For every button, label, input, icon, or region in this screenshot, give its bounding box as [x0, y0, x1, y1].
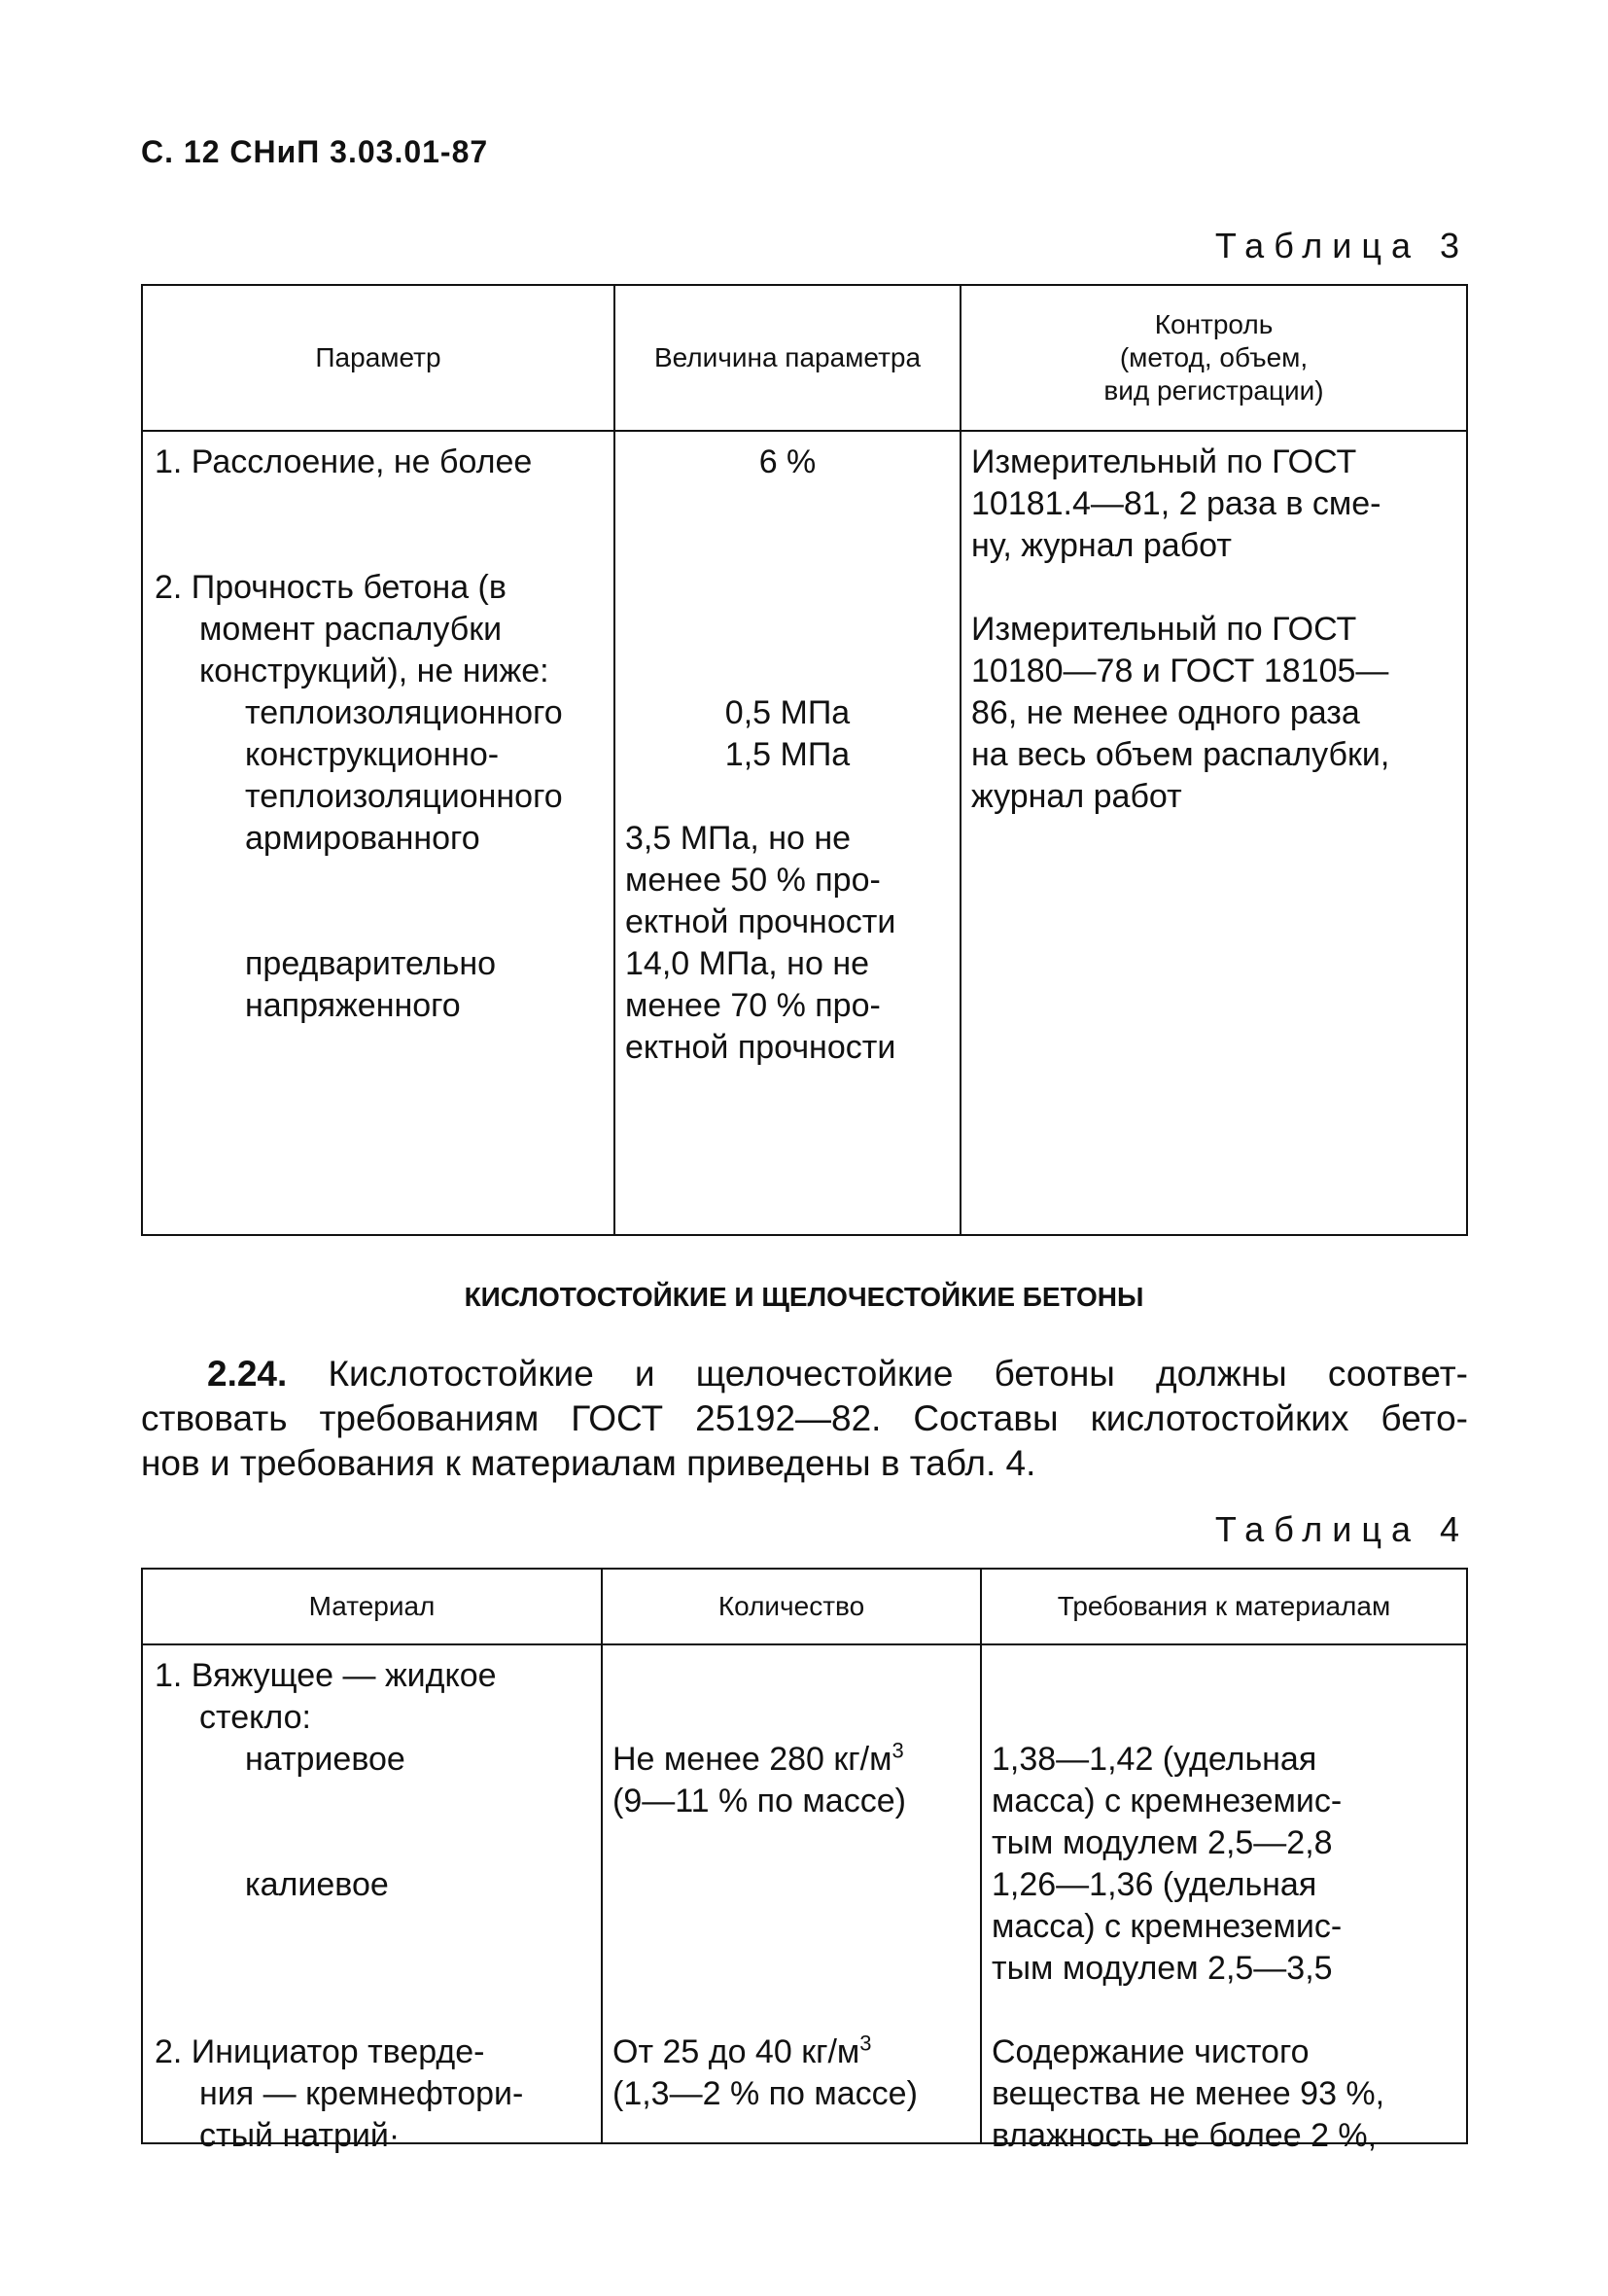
row2-sub-prestressed: предварительно [245, 945, 497, 982]
row2-req-line: вещества не менее 93 %, [992, 2075, 1385, 2112]
row2-value-heat-insulating: 0,5 МПа [724, 694, 851, 731]
row1-req-potassium-line: масса) с кремнеземис- [992, 1908, 1343, 1945]
table4-header-req [980, 1570, 1466, 1643]
row2-control-line: Измерительный по ГОСТ [971, 611, 1357, 648]
table3-body [143, 432, 1466, 1236]
row1-control-line: ну, журнал работ [971, 527, 1232, 564]
row2-value-reinforced: менее 50 % про- [625, 862, 881, 899]
row2-value-prestressed: менее 70 % про- [625, 987, 881, 1024]
table3-header-row [143, 286, 1466, 432]
row2-material-line: ния — кремнефтори- [199, 2075, 524, 2112]
table4-header-row [143, 1570, 1466, 1645]
row1-param: 1. Расслоение, не более [155, 443, 533, 480]
paragraph-text: Кислотостойкие и щелочестойкие бетоны должны соответ- [287, 1354, 1468, 1394]
row2-qty-line [603, 2031, 980, 2073]
table3-param-col [143, 432, 613, 1236]
header-control-line: вид регистрации) [1103, 375, 1324, 406]
table3-header-value [613, 286, 960, 430]
row2-req-line: Содержание чистого [992, 2033, 1310, 2070]
row1-control-line: 10181.4—81, 2 раза в сме- [971, 485, 1381, 522]
row1-req-sodium-line: масса) с кремнеземис- [992, 1783, 1343, 1819]
row2-material-line: стый натрий· [199, 2117, 401, 2154]
header-param-text: Параметр [315, 342, 441, 372]
table4-qty-col [601, 1645, 980, 2144]
row2-sub-structural: теплоизоляционного [245, 778, 563, 815]
row2-sub-prestressed: напряженного [245, 987, 461, 1024]
row2-value-structural: 1,5 МПа [724, 736, 851, 773]
row1-req-potassium-line: 1,26—1,36 (удельная [992, 1866, 1317, 1903]
header-control-line: Контроль [1154, 309, 1274, 339]
row1-qty-line: (9—11 % по массе) [612, 1783, 906, 1819]
header-req-text: Требования к материалам [1057, 1591, 1391, 1621]
table4-header-material [143, 1570, 601, 1643]
row2-sub-heat-insulating: теплоизоляционного [245, 694, 563, 731]
row2-param-line: момент распалубки [199, 611, 503, 648]
row1-qty-text: Не менее 280 кг/м [612, 1741, 892, 1778]
header-control-line: (метод, объем, [1119, 342, 1309, 372]
table4-header-qty [601, 1570, 980, 1643]
row2-control-line: 10180—78 и ГОСТ 18105— [971, 653, 1389, 689]
table3 [141, 284, 1468, 1236]
table3-header-control [960, 286, 1466, 430]
section-title: КИСЛОТОСТОЙКИЕ И ЩЕЛОЧЕСТОЙКИЕ БЕТОНЫ [464, 1282, 1144, 1312]
page-header: С. 12 СНиП 3.03.01-87 [141, 134, 489, 169]
paragraph-line: ствовать требованиям ГОСТ 25192—82. Составы кислотостойких бето- [141, 1398, 1468, 1438]
row2-material-line: 2. Инициатор тверде- [155, 2033, 485, 2070]
header-material-text: Материал [308, 1591, 436, 1621]
table3-value-col [613, 432, 960, 1236]
row2-qty-text: От 25 до 40 кг/м [612, 2033, 860, 2070]
row2-sub-reinforced: армированного [245, 820, 480, 857]
table4-caption: Таблица 4 [1214, 1509, 1469, 1549]
paragraph-line [141, 1352, 1468, 1396]
table4-req-col [980, 1645, 1466, 2154]
row2-param-line: конструкций), не ниже: [199, 653, 549, 689]
table3-caption: Таблица 3 [1214, 226, 1469, 265]
row1-sub-potassium: калиевое [245, 1866, 389, 1903]
row1-req-sodium-line: тым модулем 2,5—2,8 [992, 1824, 1333, 1861]
row1-control-line: Измерительный по ГОСТ [971, 443, 1357, 480]
table4-body [143, 1645, 1466, 2154]
row2-value-prestressed: ектной прочности [625, 1029, 896, 1066]
table4-material-col [143, 1645, 601, 2154]
row2-control-line: 86, не менее одного раза [971, 694, 1360, 731]
row2-qty-line: (1,3—2 % по массе) [612, 2075, 918, 2112]
row1-req-sodium-line: 1,38—1,42 (удельная [992, 1741, 1317, 1778]
row1-value: 6 % [758, 443, 817, 480]
header-value-text: Величина параметра [653, 342, 922, 372]
row2-control-line: на весь объем распалубки, [971, 736, 1390, 773]
row2-value-prestressed: 14,0 МПа, но не [625, 945, 869, 982]
row1-material-line: стекло: [199, 1699, 311, 1736]
row1-material-line: 1. Вяжущее — жидкое [155, 1657, 497, 1694]
header-qty-text: Количество [717, 1591, 865, 1621]
row1-qty-line [603, 1739, 980, 1781]
row2-sub-structural: конструкционно- [245, 736, 500, 773]
row1-qty-sup: 3 [891, 1738, 904, 1763]
table3-header-param [143, 286, 613, 430]
row1-req-potassium-line: тым модулем 2,5—3,5 [992, 1950, 1333, 1987]
row2-param-line: 2. Прочность бетона (в [155, 569, 507, 606]
paragraph-2-24 [141, 1352, 1468, 1486]
table3-control-col [960, 432, 1466, 1236]
row2-value-reinforced: ектной прочности [625, 903, 896, 940]
row2-qty-sup: 3 [859, 2031, 872, 2056]
paragraph-line: нов и требования к материалам приведены в табл. 4. [141, 1443, 1036, 1483]
paragraph-number: 2.24. [207, 1354, 288, 1394]
row2-req-line: влажность не более 2 %, [992, 2117, 1378, 2154]
row1-sub-sodium: натриевое [245, 1741, 405, 1778]
row2-control-line: журнал работ [971, 778, 1182, 815]
table4 [141, 1568, 1468, 2154]
row2-value-reinforced: 3,5 МПа, но не [625, 820, 852, 857]
